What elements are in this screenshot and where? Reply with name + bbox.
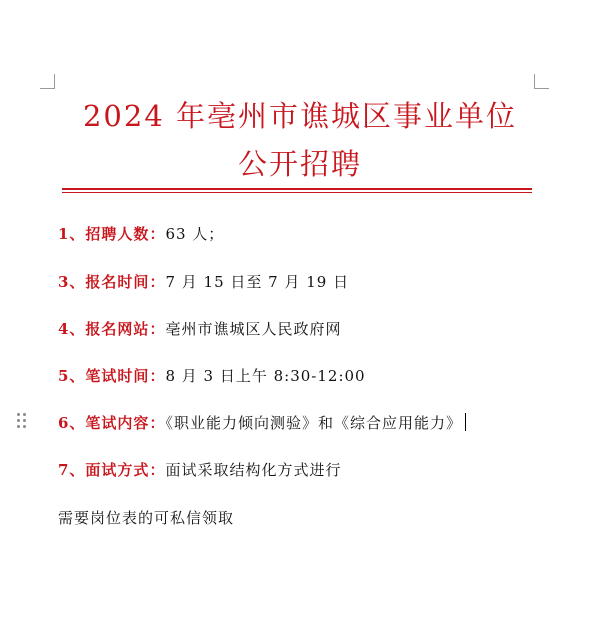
drag-handle-icon[interactable] xyxy=(17,413,27,429)
document-title-line-1: 2024 年亳州市谯城区事业单位 xyxy=(82,99,518,133)
title-divider-thick xyxy=(62,188,532,190)
info-item-value: 7 月 15 日至 7 月 19 日 xyxy=(165,273,350,291)
info-item-registration-time[interactable] xyxy=(58,272,349,292)
info-item-label: 6、笔试内容： xyxy=(58,414,166,432)
info-item-exam-content[interactable] xyxy=(58,413,466,433)
info-item-value: 《职业能力倾向测验》和《综合应用能力》 xyxy=(165,414,462,432)
info-item-label: 5、笔试时间： xyxy=(58,367,166,385)
info-item-exam-time[interactable] xyxy=(58,366,366,386)
footnote-text[interactable]: 需要岗位表的可私信领取 xyxy=(58,509,235,527)
info-item-value: 亳州市谯城区人民政府网 xyxy=(165,320,342,338)
text-cursor xyxy=(465,413,466,431)
info-item-label: 4、报名网站： xyxy=(58,320,166,338)
title-divider-thin xyxy=(62,192,532,193)
info-item-recruit-count[interactable] xyxy=(58,224,224,244)
info-item-value: 面试采取结构化方式进行 xyxy=(165,461,342,479)
page-corner-top-right xyxy=(534,74,549,89)
info-item-label: 3、报名时间： xyxy=(58,273,166,291)
info-item-value: 63 人； xyxy=(165,225,225,243)
info-item-interview-method[interactable] xyxy=(58,460,341,480)
document-title-line-2: 公开招聘 xyxy=(237,147,362,181)
info-item-label: 7、面试方式： xyxy=(58,461,166,479)
page-corner-top-left xyxy=(40,74,55,89)
info-item-value: 8 月 3 日上午 8:30-12:00 xyxy=(165,367,366,385)
info-item-label: 1、招聘人数： xyxy=(58,225,166,243)
info-item-registration-website[interactable] xyxy=(58,319,341,339)
